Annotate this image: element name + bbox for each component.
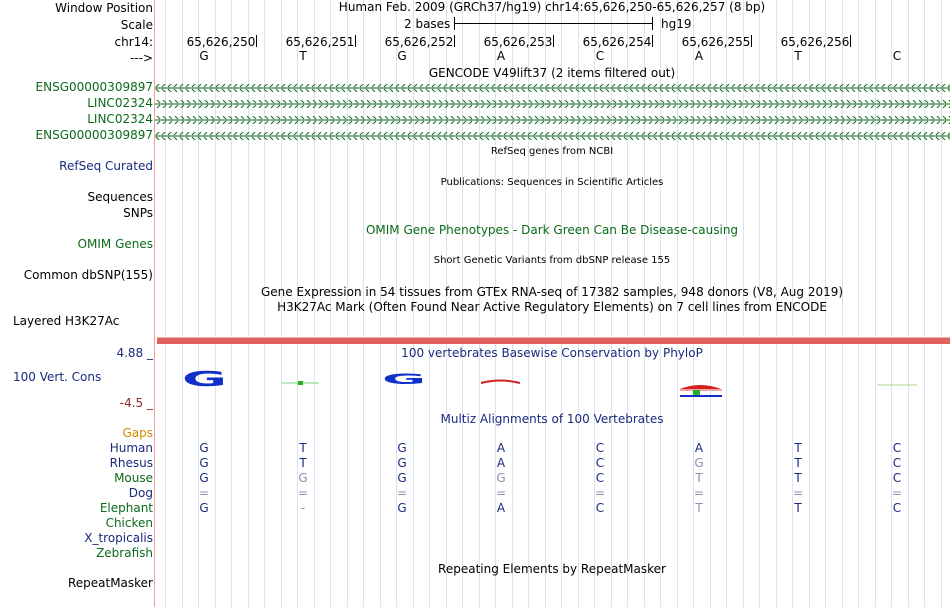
label-chrom: chr14: xyxy=(114,35,153,49)
base: A xyxy=(496,49,506,63)
base: T xyxy=(299,49,307,63)
label-ensg-1[interactable]: ENSG00000309897 xyxy=(35,80,153,94)
label-elephant[interactable]: Elephant xyxy=(99,501,153,515)
label-xtrop[interactable]: X_tropicalis xyxy=(84,531,153,545)
h3k27ac-signal-band[interactable] xyxy=(157,337,950,344)
aligned-base: G xyxy=(199,471,209,485)
ruler-tick xyxy=(553,35,554,47)
aligned-base-mismatch: G xyxy=(694,456,704,470)
ruler-label: 65,626,252 xyxy=(384,35,454,49)
label-scale: Scale xyxy=(120,18,153,32)
aligned-base: T xyxy=(794,471,802,485)
label-mouse[interactable]: Mouse xyxy=(114,471,153,485)
aligned-base: G xyxy=(397,471,407,485)
ruler-tick xyxy=(256,35,257,47)
track-title-refseq: RefSeq genes from NCBI xyxy=(490,146,614,157)
aligned-base: C xyxy=(892,441,902,455)
label-rhesus[interactable]: Rhesus xyxy=(109,456,153,470)
aligned-base: T xyxy=(299,441,307,455)
gene-line-linc-2 xyxy=(155,116,950,124)
window-position-text: Human Feb. 2009 (GRCh37/hg19) chr14:65,626,250-65,626,257 (8 bp) xyxy=(338,0,766,14)
aligned-base-mismatch: G xyxy=(496,471,506,485)
aligned-base: G xyxy=(199,441,209,455)
aligned-base: T xyxy=(794,501,802,515)
aligned-base-gap: - xyxy=(300,501,306,515)
label-omim[interactable]: OMIM Genes xyxy=(77,237,153,251)
aligned-base: C xyxy=(595,501,605,515)
track-title-gtex: Gene Expression in 54 tissues from GTEx RNA-seq of 17382 samples, 948 donors (V8, Aug 2019) xyxy=(260,285,844,299)
track-title-gencode: GENCODE V49lift37 (2 items filtered out) xyxy=(428,66,676,80)
label-window-position: Window Position xyxy=(55,1,153,15)
aligned-base-unaligned: = xyxy=(396,486,408,500)
ruler-tick xyxy=(454,35,455,47)
aligned-base: C xyxy=(595,456,605,470)
label-strand: ---> xyxy=(129,51,153,65)
ruler-label: 65,626,255 xyxy=(681,35,751,49)
aligned-base: C xyxy=(595,441,605,455)
aligned-base: T xyxy=(299,456,307,470)
label-linc-2[interactable]: LINC02324 xyxy=(87,112,153,126)
gene-line-linc-1 xyxy=(155,100,950,108)
ruler-label: 65,626,256 xyxy=(780,35,850,49)
ruler-label: 65,626,251 xyxy=(285,35,355,49)
gene-line-ensg-1 xyxy=(155,84,950,92)
label-dog[interactable]: Dog xyxy=(128,486,153,500)
aligned-base: A xyxy=(694,441,704,455)
label-linc-1[interactable]: LINC02324 xyxy=(87,96,153,110)
track-title-omim: OMIM Gene Phenotypes - Dark Green Can Be Disease-causing xyxy=(365,223,739,237)
scale-bar-label: 2 bases xyxy=(404,17,451,31)
label-cons-min: -4.5 _ xyxy=(119,396,153,410)
aligned-base: C xyxy=(892,456,902,470)
aligned-base: G xyxy=(397,441,407,455)
base: C xyxy=(892,49,902,63)
label-sequences[interactable]: Sequences xyxy=(87,190,153,204)
ruler-tick xyxy=(850,35,851,47)
label-cons-max: 4.88 _ xyxy=(116,346,153,360)
base: A xyxy=(694,49,704,63)
label-dbsnp[interactable]: Common dbSNP(155) xyxy=(23,268,153,282)
track-title-phylop: 100 vertebrates Basewise Conservation by PhyloP xyxy=(401,346,703,360)
aligned-base-unaligned: = xyxy=(891,486,903,500)
aligned-base: T xyxy=(794,441,802,455)
aligned-base: A xyxy=(496,501,506,515)
aligned-base: C xyxy=(892,501,902,515)
ruler-label: 65,626,250 xyxy=(186,35,256,49)
aligned-base-mismatch: T xyxy=(695,471,703,485)
base: T xyxy=(794,49,802,63)
base: G xyxy=(199,49,209,63)
aligned-base: G xyxy=(199,456,209,470)
gencode-gene-lines[interactable] xyxy=(155,80,950,140)
aligned-base: G xyxy=(397,501,407,515)
aligned-base-unaligned: = xyxy=(198,486,210,500)
label-h3k27ac[interactable]: Layered H3K27Ac xyxy=(13,314,120,328)
aligned-base: C xyxy=(892,471,902,485)
label-refseq[interactable]: RefSeq Curated xyxy=(59,159,153,173)
label-ensg-2[interactable]: ENSG00000309897 xyxy=(35,128,153,142)
aligned-base: A xyxy=(496,441,506,455)
aligned-base-mismatch: G xyxy=(298,471,308,485)
base: G xyxy=(397,49,407,63)
label-repeatmasker[interactable]: RepeatMasker xyxy=(67,576,153,590)
svg-text:G: G xyxy=(182,368,227,391)
aligned-base-unaligned: = xyxy=(594,486,606,500)
aligned-base: C xyxy=(595,471,605,485)
track-title-repeatmasker: Repeating Elements by RepeatMasker xyxy=(438,562,666,576)
track-title-dbsnp: Short Genetic Variants from dbSNP release 155 xyxy=(433,255,671,266)
ruler-label: 65,626,253 xyxy=(483,35,553,49)
aligned-base-unaligned: = xyxy=(495,486,507,500)
ruler-label: 65,626,254 xyxy=(582,35,652,49)
label-snps[interactable]: SNPs xyxy=(123,206,153,220)
aligned-base: G xyxy=(397,456,407,470)
ruler-tick xyxy=(652,35,653,47)
aligned-base-mismatch: T xyxy=(695,501,703,515)
label-zebrafish[interactable]: Zebrafish xyxy=(96,546,153,560)
label-gaps[interactable]: Gaps xyxy=(122,426,153,440)
aligned-base: A xyxy=(496,456,506,470)
aligned-base-unaligned: = xyxy=(693,486,705,500)
svg-text:G: G xyxy=(382,372,426,388)
aligned-base: T xyxy=(794,456,802,470)
base: C xyxy=(595,49,605,63)
aligned-base-unaligned: = xyxy=(792,486,804,500)
ruler-tick xyxy=(751,35,752,47)
track-title-multiz: Multiz Alignments of 100 Vertebrates xyxy=(440,412,664,426)
gene-line-ensg-2 xyxy=(155,132,950,140)
aligned-base-unaligned: = xyxy=(297,486,309,500)
label-chicken[interactable]: Chicken xyxy=(105,516,153,530)
scale-assembly-label: hg19 xyxy=(661,17,692,31)
label-human[interactable]: Human xyxy=(109,441,153,455)
ruler-tick xyxy=(355,35,356,47)
label-cons[interactable]: 100 Vert. Cons xyxy=(13,370,102,384)
phylop-conservation-graph[interactable] xyxy=(155,368,950,402)
track-title-publications: Publications: Sequences in Scientific Articles xyxy=(440,177,664,188)
aligned-base: G xyxy=(199,501,209,515)
track-title-h3k27ac: H3K27Ac Mark (Often Found Near Active Regulatory Elements) on 7 cell lines from ENCODE xyxy=(277,300,827,314)
